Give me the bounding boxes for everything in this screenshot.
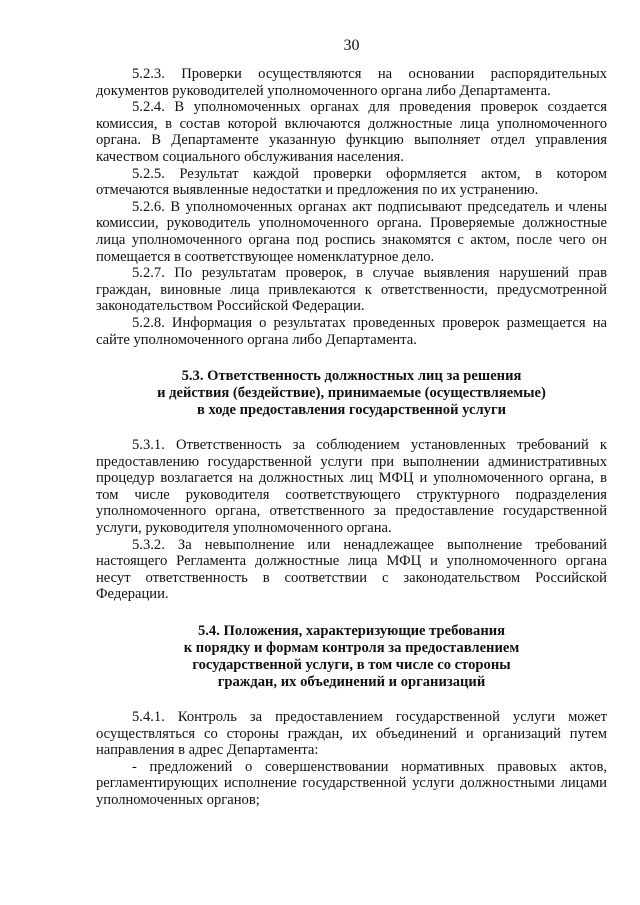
paragraph-5-4-1: 5.4.1. Контроль за предоставлением государственной услуги может осуществляться со стороны граждан, их объединений и организаций путем направления в адрес Департамента: <box>96 709 607 759</box>
heading-line: к порядку и формам контроля за предоставлением <box>183 640 520 657</box>
section-heading-5-3 <box>96 368 607 419</box>
heading-line: граждан, их объединений и организаций <box>217 674 486 691</box>
heading-line: 5.3. Ответственность должностных лиц за решения <box>181 368 522 385</box>
paragraph-list-item: - предложений о совершенствовании нормативных правовых актов, регламентирующих исполнение государственной услуги должностными лицами уполномоченных органов; <box>96 758 607 808</box>
paragraph-5-2-8: 5.2.8. Информация о результатах проведенных проверок размещается на сайте уполномоченного органа либо Департамента. <box>96 314 607 348</box>
heading-line: в ходе предоставления государственной услуги <box>196 402 507 419</box>
page-number: 30 <box>343 37 360 54</box>
paragraph-5-2-4: 5.2.4. В уполномоченных органах для проведения проверок создается комиссия, в состав которой включаются должностные лица уполномоченного органа. В Департаменте указанную функцию выполняет отдел управления качеством социального обслуживания населения. <box>96 99 607 165</box>
section-heading-5-4 <box>96 623 607 691</box>
paragraph-5-3-2: 5.3.2. За невыполнение или ненадлежащее выполнение требований настоящего Регламента должностные лица МФЦ и уполномоченного органа несут ответственность в соответствии с законодательством Российской Федерации. <box>96 536 607 603</box>
paragraph-5-3-1: 5.3.1. Ответственность за соблюдением установленных требований к предоставлению государственной услуги при выполнении административных процедур возлагается на должностных лиц МФЦ и уполномоченного органа, в том числе руководителя соответствующего структурного подразделения уполномоченного органа, ответственного за предоставление государственной услуги, руководителя уполномоченного органа. <box>96 437 607 537</box>
paragraph-5-2-3: 5.2.3. Проверки осуществляются на основании распорядительных документов руководителей уполномоченного органа либо Департамента. <box>96 66 607 99</box>
paragraph-5-2-6: 5.2.6. В уполномоченных органах акт подписывают председатель и члены комиссии, руководитель уполномоченного органа. Проверяемые должностные лица уполномоченного органа под роспись знакомятся с актом, после чего он помещается в соответствующее номенклатурное дело. <box>96 198 607 265</box>
paragraph-5-2-7: 5.2.7. По результатам проверок, в случае выявления нарушений прав граждан, виновные лица привлекаются к ответственности, предусмотренной законодательством Российской Федерации. <box>96 265 607 315</box>
heading-line: государственной услуги, в том числе со стороны <box>192 657 511 674</box>
heading-line: и действия (бездействие), принимаемые (осуществляемые) <box>157 385 546 402</box>
paragraph-5-2-5: 5.2.5. Результат каждой проверки оформляется актом, в котором отмечаются выявленные недостатки и предложения по их устранению. <box>96 165 607 199</box>
heading-line: 5.4. Положения, характеризующие требования <box>197 623 506 640</box>
